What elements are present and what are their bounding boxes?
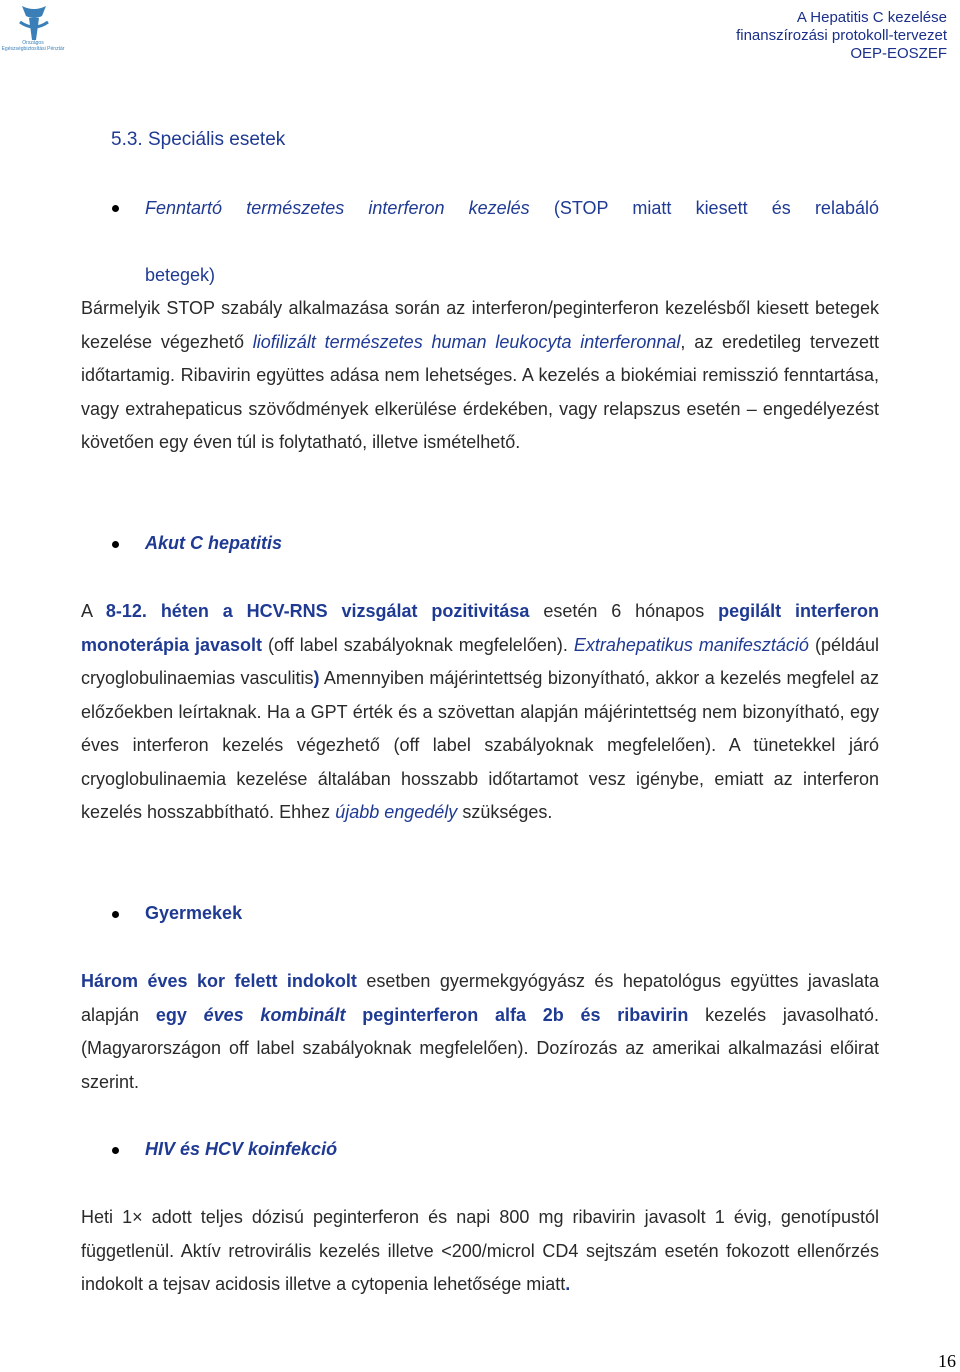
s2-text-7: (például cryoglobulinaemias vasculitis (81, 634, 879, 688)
s2-heading: Akut C hepatitis (145, 533, 283, 553)
s2-text-10: újabb engedély (335, 802, 458, 822)
page-number: 16 (938, 1351, 956, 1371)
s2-text-9: Amennyiben májérintettség bizonyítható, akkor a kezelés megfelel az előzőekben leírtaknak. Ha a GPT érték és a szövettan alapján májérintettség nem bizonyítható, egy éves interferon kezelés végezhető (off label szabályoknak megfelelően). A tünetekkel járó cryoglobulinaemia kezelése általában hosszabb időtartamot vesz igénybe, emiatt az interferon kezelés hosszabbítható. Ehhez (81, 668, 879, 822)
s2-text-8: ) (313, 668, 320, 688)
s2-text-4: pegilált interferon monoterápia javasolt (81, 601, 879, 655)
page-header (736, 9, 947, 63)
s3-text-4: éves kombinált (203, 1004, 346, 1025)
header-org: OEP-EOSZEF (850, 45, 947, 62)
s1-text-a: Bármelyik STOP szabály alkalmazása során az interferon/peginterferon kezelésből kiesett betegek kezelése végezhető (81, 298, 879, 352)
s3-heading: Gyermekek (145, 903, 243, 923)
s3-text-6: kezelés javasolható. (Magyarországon off label szabályoknak megfelelően). Dozírozás az amerikai alkalmazási előirat szerint. (81, 1004, 879, 1092)
s1-heading-rest: (STOP miatt kiesett és relabáló (553, 198, 879, 218)
s1-paragraph (81, 292, 879, 460)
s2-text-11: szükséges. (462, 802, 553, 822)
s4-text-1: Heti 1× adott teljes dózisú peginterferon és napi 800 mg ribavirin javasolt 1 évig, genotípustól függetlenül. Aktív retrovirális kezelés illetve <200/microl CD4 sejtszám esetén fokozott ellenőrzés indokolt a tejsav acidosis illetve a cytopenia lehetősége miatt (81, 1207, 879, 1294)
s3-text-3: egy (155, 1004, 187, 1025)
header-title: A Hepatitis C kezelése (796, 9, 947, 26)
s3-text-2: esetben gyermekgyógyász és hepatológus együttes javaslata alapján (81, 971, 879, 1025)
s1-text-b: , az eredetileg tervezett időtartamig. Ribavirin együttes adása nem lehetséges. A kezelés a biokémiai remisszió fenntartása, vagy extrahepaticus szövődmények elkerülése érdekében, vagy relapszus esetén – engedélyezést követően egy éven túl is folytatható, illetve ismételhető. (81, 331, 879, 452)
s3-paragraph (81, 965, 879, 1099)
s1-heading (145, 192, 879, 293)
s1-heading-italic: Fenntartó természetes interferon kezelés (145, 198, 530, 218)
s4-heading: HIV és HCV koinfekció (145, 1139, 338, 1159)
s2-text-2: 8-12. héten a HCV-RNS vizsgálat pozitivitása (105, 601, 530, 621)
s2-text-3: esetén 6 hónapos (543, 601, 705, 621)
bullet-icon (112, 1147, 119, 1154)
s3-text-5: peginterferon alfa 2b és ribavirin (362, 1004, 689, 1025)
bullet-icon (112, 541, 119, 548)
section-title: 5.3. Speciális esetek (111, 129, 286, 150)
s2-text-5: (off label szabályoknak megfelelően). (268, 634, 568, 655)
s1-text-italic: liofilizált természetes human leukocyta interferonnal (252, 331, 681, 352)
bullet-icon (112, 911, 119, 918)
s1-heading-rest-2: betegek) (145, 265, 216, 285)
s2-text-1: A (81, 601, 93, 621)
s4-paragraph (81, 1201, 879, 1302)
logo-text: Országos Egészségbiztosítási Pénztár (1, 40, 65, 52)
bullet-icon (112, 205, 119, 212)
s2-text-6: Extrahepatikus manifesztáció (573, 634, 809, 655)
s3-text-1: Három éves kor felett indokolt (81, 971, 357, 991)
header-subtitle: finanszírozási protokoll-tervezet (736, 27, 947, 44)
s4-text-2: . (565, 1274, 571, 1294)
s2-paragraph (81, 595, 879, 830)
